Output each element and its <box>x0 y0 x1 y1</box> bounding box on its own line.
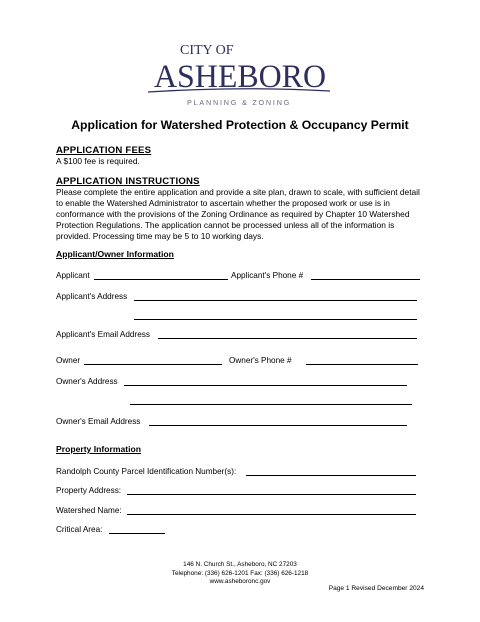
property-address-field[interactable] <box>127 494 416 495</box>
footer <box>0 561 480 587</box>
applicant-section-heading: Applicant/Owner Information <box>56 249 174 259</box>
logo-city-of: CITY OF <box>180 43 234 58</box>
logo-name: ASHEBORO <box>154 59 326 95</box>
owner-address-field-line2[interactable] <box>130 404 412 405</box>
owner-email-label: Owner's Email Address <box>56 417 141 426</box>
footer-phone-fax: Telephone: (336) 626-1201 Fax: (336) 626-1218 <box>171 569 309 577</box>
applicant-address-label: Applicant's Address <box>56 292 128 301</box>
logo-department: PLANNING & ZONING <box>187 98 292 107</box>
owner-email-field[interactable] <box>149 425 407 426</box>
instructions-text: Please complete the entire application and provide a site plan, drawn to scale, with sufficient detail to enable the Watershed Administrator to ascertain whether the proposed work or use is in conformance with the provisions of the Zoning Ordinance as required by Chapter 10 Watershed Protection Regulations. The application cannot be processed unless all of the information is provided. Processing time may be 5 to 10 working days. <box>56 187 420 241</box>
city-logo <box>140 34 340 114</box>
page-info: Page 1 Revised December 2024 <box>328 585 424 592</box>
applicant-address-field[interactable] <box>134 300 417 301</box>
critical-area-label: Critical Area: <box>56 525 103 534</box>
property-section-heading: Property Information <box>56 444 141 454</box>
watershed-name-field[interactable] <box>127 514 416 515</box>
page-title: Application for Watershed Protection & Occupancy Permit <box>71 118 409 132</box>
footer-website[interactable]: www.asheboronc.gov <box>209 578 271 586</box>
owner-phone-field[interactable] <box>306 364 418 365</box>
parcel-field[interactable] <box>246 475 416 476</box>
instructions-heading: APPLICATION INSTRUCTIONS <box>56 176 200 187</box>
fees-heading: APPLICATION FEES <box>56 145 152 156</box>
critical-area-field[interactable] <box>109 533 165 534</box>
applicant-email-label: Applicant's Email Address <box>56 330 150 339</box>
footer-address: 146 N. Church St., Asheboro, NC 27203 <box>183 561 297 568</box>
applicant-label: Applicant <box>56 271 90 280</box>
watershed-name-label: Watershed Name: <box>56 506 122 515</box>
fees-text: A $100 fee is required. <box>56 156 140 166</box>
owner-phone-label: Owner's Phone # <box>229 356 292 365</box>
owner-address-field[interactable] <box>124 385 407 386</box>
applicant-phone-label: Applicant's Phone # <box>231 271 304 280</box>
owner-address-label: Owner's Address <box>56 377 118 386</box>
applicant-phone-field[interactable] <box>311 279 420 280</box>
property-address-label: Property Address: <box>56 486 122 495</box>
applicant-field[interactable] <box>94 279 228 280</box>
parcel-label: Randolph County Parcel Identification Number(s): <box>56 467 237 476</box>
applicant-email-field[interactable] <box>158 338 417 339</box>
owner-label: Owner <box>56 356 81 365</box>
owner-field[interactable] <box>84 364 222 365</box>
applicant-address-field-line2[interactable] <box>134 319 417 320</box>
